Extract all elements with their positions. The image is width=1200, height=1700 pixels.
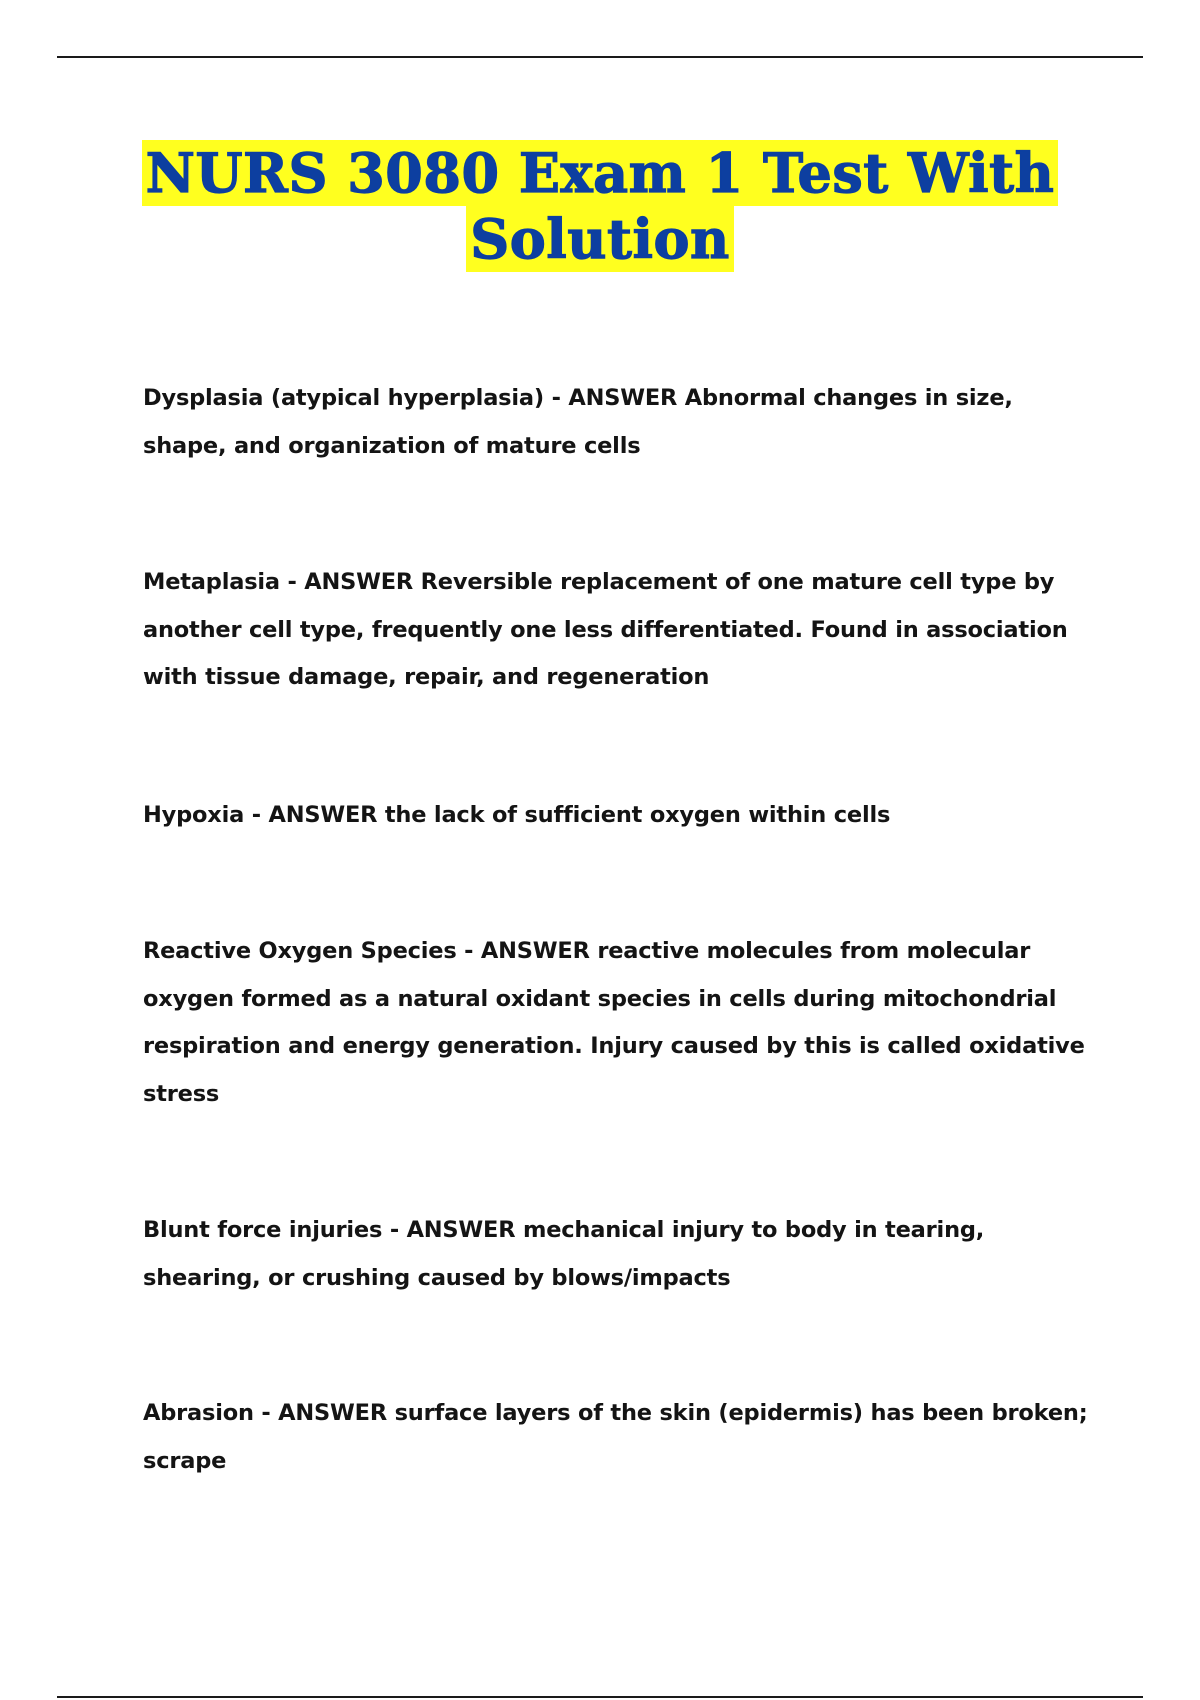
qa-entry-hypoxia: Hypoxia - ANSWER the lack of sufficient oxygen within cells xyxy=(143,802,891,828)
qa-entry-metaplasia: Metaplasia - ANSWER Reversible replacement of one mature cell type by another cell type, frequently one less differentiated. Found in association with tissue damage, repair, and regeneration xyxy=(143,569,1068,690)
bottom-divider xyxy=(57,1696,1143,1698)
title-line-1: NURS 3080 Exam 1 Test With xyxy=(142,140,1059,206)
qa-entry-dysplasia: Dysplasia (atypical hyperplasia) - ANSWER Abnormal changes in size, shape, and organization of mature cells xyxy=(143,385,1013,459)
top-divider xyxy=(57,56,1143,58)
qa-entry-abrasion: Abrasion - ANSWER surface layers of the skin (epidermis) has been broken; scrape xyxy=(143,1400,1088,1474)
qa-entry-blunt-force-injuries: Blunt force injuries - ANSWER mechanical injury to body in tearing, shearing, or crushing caused by blows/impacts xyxy=(143,1217,985,1291)
title-line-2: Solution xyxy=(466,206,734,272)
qa-entry-reactive-oxygen-species: Reactive Oxygen Species - ANSWER reactive molecules from molecular oxygen formed as a natural oxidant species in cells during mitochondrial respiration and energy generation. Injury caused by this is called oxidative stress xyxy=(143,938,1085,1107)
document-title xyxy=(0,140,1200,272)
